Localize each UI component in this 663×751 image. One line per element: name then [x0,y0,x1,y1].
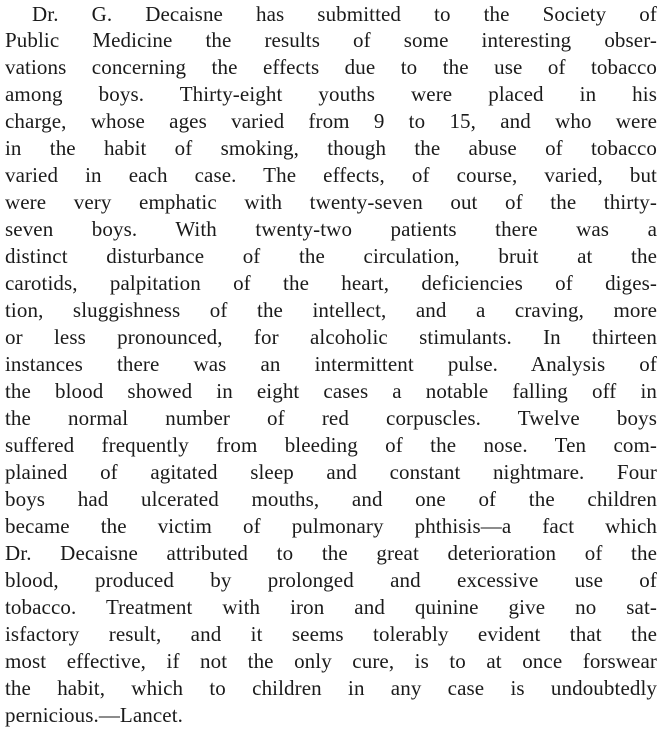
text-line: vations concerning the effects due to the use of tobacco [5,55,657,79]
text-line: the blood showed in eight cases a notable falling off in [5,379,657,403]
text-line: instances there was an intermittent pulse. Analysis of [5,352,657,376]
text-line: among boys. Thirty-eight youths were placed in his [5,82,657,106]
text-line: varied in each case. The effects, of course, varied, but [5,163,657,187]
text-line: the normal number of red corpuscles. Twelve boys [5,406,657,430]
text-line: Public Medicine the results of some interesting obser- [5,28,657,52]
text-line: blood, produced by prolonged and excessive use of [5,568,657,592]
text-line: Dr. Decaisne attributed to the great deterioration of the [5,541,657,565]
text-line: Dr. G. Decaisne has submitted to the Society of [32,2,657,26]
text-line: were very emphatic with twenty-seven out of the thirty- [5,190,657,214]
text-line: in the habit of smoking, though the abuse of tobacco [5,136,657,160]
text-line: tion, sluggishness of the intellect, and a craving, more [5,298,657,322]
text-line: or less pronounced, for alcoholic stimulants. In thirteen [5,325,657,349]
text-line: suffered frequently from bleeding of the nose. Ten com- [5,433,657,457]
text-line: charge, whose ages varied from 9 to 15, and who were [5,109,657,133]
text-line: the habit, which to children in any case is undoubtedly [5,676,657,700]
text-line: carotids, palpitation of the heart, deficiencies of diges- [5,271,657,295]
text-line: plained of agitated sleep and constant nightmare. Four [5,460,657,484]
text-line: seven boys. With twenty-two patients there was a [5,217,657,241]
text-line-last: pernicious.—Lancet. [5,703,184,727]
text-line: isfactory result, and it seems tolerably evident that the [5,622,657,646]
text-line: boys had ulcerated mouths, and one of the children [5,487,657,511]
text-line: most effective, if not the only cure, is to at once forswear [5,649,657,673]
text-line: tobacco. Treatment with iron and quinine give no sat- [5,595,657,619]
text-line: became the victim of pulmonary phthisis—a fact which [5,514,657,538]
text-line: distinct disturbance of the circulation, bruit at the [5,244,657,268]
